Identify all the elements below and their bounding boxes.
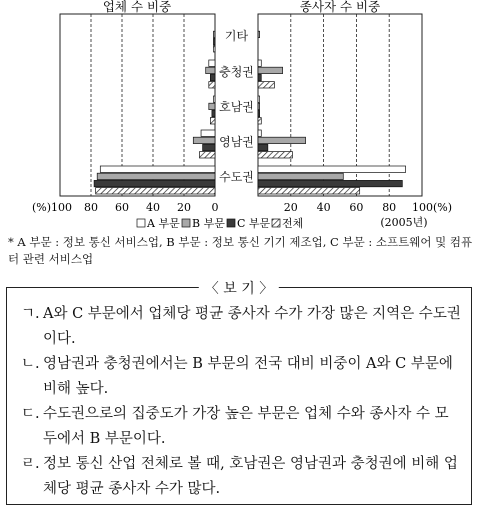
legend-swatch — [182, 219, 190, 227]
right-bar — [258, 166, 406, 172]
left-bar — [212, 110, 215, 116]
bogi-item-2 — [21, 352, 461, 402]
bogi-title: 〈 보 기 〉 — [199, 278, 279, 298]
region-label: 호남권 — [219, 100, 254, 114]
legend-swatch — [227, 219, 235, 227]
right-bar — [258, 110, 260, 116]
right-bar — [258, 188, 360, 194]
bogi-list — [21, 302, 461, 502]
region-label: 영남권 — [219, 135, 254, 149]
right-bar — [258, 74, 261, 80]
left-bar — [209, 103, 215, 109]
region-label: 수도권 — [219, 170, 254, 184]
left-bar — [213, 46, 215, 52]
left-bar — [213, 38, 215, 44]
right-tick-label: 40 — [316, 201, 331, 214]
right-tick-label: 100(%) — [411, 201, 453, 214]
year-note: (2005년) — [380, 216, 428, 229]
legend-label: 전체 — [282, 217, 304, 230]
right-bar — [258, 118, 261, 124]
right-bar — [258, 60, 261, 66]
right-bar — [258, 180, 402, 186]
bogi-mark: ㄹ. — [21, 456, 40, 472]
left-bar — [203, 144, 215, 150]
right-bar — [258, 82, 274, 88]
legend-swatch — [137, 219, 145, 227]
bogi-mark: ㄴ. — [21, 356, 40, 372]
right-bar — [258, 144, 268, 150]
right-bar — [258, 173, 343, 179]
left-bar — [209, 60, 215, 66]
left-bar — [96, 188, 215, 194]
bogi-box — [6, 281, 472, 505]
left-bar — [200, 152, 216, 158]
legend-label: B 부문 — [192, 217, 225, 230]
right-bar — [258, 67, 283, 73]
left-bar — [210, 118, 215, 124]
left-tick-label: 80 — [84, 201, 98, 214]
left-tick-label: 60 — [115, 201, 129, 214]
left-tick-label: 40 — [146, 201, 160, 214]
legend-label: A 부문 — [147, 217, 180, 230]
bogi-mark: ㄷ. — [21, 406, 40, 422]
right-bar — [258, 137, 306, 143]
left-tick-label: 0 — [211, 201, 219, 214]
right-bar — [258, 96, 260, 102]
left-bar — [213, 96, 215, 102]
region-label: 기타 — [224, 29, 249, 43]
left-panel-title: 업체 수 비중 — [102, 0, 172, 14]
bogi-text: 수도권으로의 집중도가 가장 높은 부문은 업체 수와 종사자 수 모두에서 B 부문이다. — [43, 406, 449, 447]
bogi-mark: ㄱ. — [21, 306, 40, 322]
right-tick-label: 20 — [283, 201, 298, 214]
right-tick-label: 80 — [382, 201, 397, 214]
left-tick-label: (%)100 — [31, 201, 73, 214]
legend-label: C 부문 — [237, 217, 271, 230]
left-tick-label: 20 — [177, 201, 191, 214]
right-bar — [258, 130, 261, 136]
right-bar — [258, 31, 260, 37]
bogi-item-4 — [21, 452, 461, 502]
bogi-text: 정보 통신 산업 전체로 볼 때, 호남권은 영남권과 충청권에 비해 업체당 평균 종사자 수가 많다. — [43, 456, 458, 497]
left-bar — [210, 74, 215, 80]
right-bar — [258, 152, 292, 158]
bogi-text: A와 C 부문에서 업체당 평균 종사자 수가 가장 많은 지역은 수도권이다. — [43, 306, 461, 347]
bogi-item-1 — [21, 302, 461, 352]
region-label: 충청권 — [219, 65, 254, 79]
left-bar — [209, 82, 215, 88]
legend-swatch — [272, 219, 280, 227]
right-panel-title: 종사자 수 비중 — [299, 0, 381, 14]
left-bar — [100, 166, 215, 172]
bogi-text: 영남권과 충청권에서는 B 부문의 전국 대비 비중이 A와 C 부문에 비해 높다. — [43, 356, 453, 397]
right-tick-label: 60 — [349, 201, 364, 214]
left-bar — [97, 173, 215, 179]
left-bar — [213, 31, 215, 37]
left-bar — [201, 130, 215, 136]
footnote: * A 부문 : 정보 통신 서비스업, B 부문 : 정보 통신 기기 제조업, C 부문 : 소프트웨어 및 컴퓨터 관련 서비스업 — [8, 235, 473, 266]
left-bar — [206, 67, 215, 73]
right-bar — [258, 103, 260, 109]
left-bar — [193, 137, 215, 143]
bogi-item-3 — [21, 402, 461, 452]
left-bar — [94, 180, 215, 186]
